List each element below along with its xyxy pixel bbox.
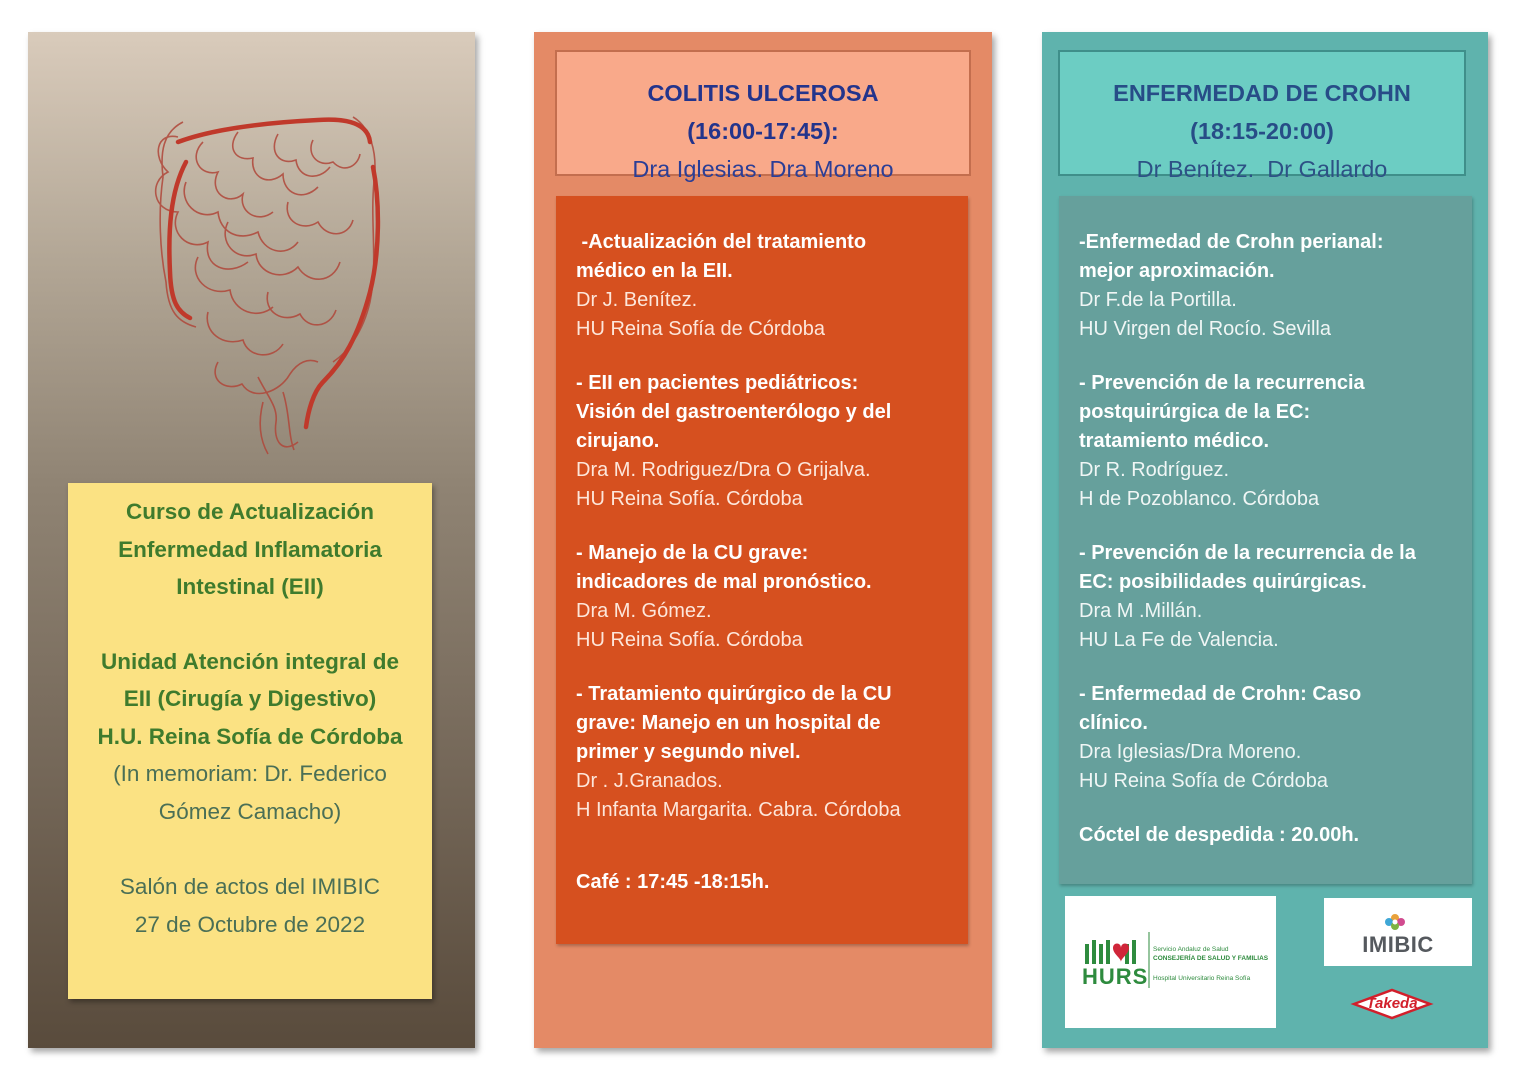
hurs-wordmark: HURS: [1082, 964, 1149, 989]
talk-speaker: Dra M. Gómez.: [576, 600, 712, 622]
hurs-logo: [1065, 896, 1276, 1028]
unit-line: EII (Cirugía y Digestivo): [123, 686, 377, 711]
session-moderators: Dra Iglesias. Dra Moreno: [632, 156, 894, 182]
venue-info: [68, 868, 432, 943]
talk-center: HU Reina Sofía. Córdoba: [576, 488, 803, 510]
talk-center: HU Reina Sofía de Córdoba: [576, 318, 826, 340]
hurs-line-2: CONSEJERÍA DE SALUD Y FAMILIAS: [1153, 955, 1269, 962]
organizer-unit: [68, 643, 432, 831]
middle-panel: [534, 32, 992, 1048]
hurs-emblem-icon: [1065, 896, 1276, 1028]
talk-title: tratamiento médico.: [1079, 430, 1270, 452]
talk-item: [1079, 680, 1466, 796]
course-title-line: Enfermedad Inflamatoria: [118, 536, 382, 562]
imibic-wordmark: IMIBIC: [1362, 932, 1434, 957]
venue: Salón de actos del IMIBIC: [119, 874, 381, 899]
takeda-logo: [1350, 988, 1434, 1020]
ulcerative-colitis-program: [556, 196, 968, 944]
hurs-line-3: Hospital Universitario Reina Sofía: [1153, 975, 1251, 982]
talk-item: [576, 539, 962, 655]
takeda-wordmark: Takeda: [1366, 995, 1418, 1012]
talk-speaker: Dr F.de la Portilla.: [1079, 289, 1237, 311]
talk-speaker: Dr R. Rodríguez.: [1079, 459, 1230, 481]
talk-item: [576, 228, 962, 344]
talk-title: - Prevención de la recurrencia: [1079, 372, 1365, 394]
coffee-break: Café : 17:45 -18:15h.: [576, 871, 770, 893]
course-title-line: Intestinal (EII): [176, 574, 324, 599]
talk-title: - Manejo de la CU grave:: [576, 542, 809, 564]
course-info-card: [68, 483, 432, 999]
talk-item: [576, 680, 962, 825]
talk-title: clínico.: [1079, 712, 1148, 734]
imibic-logo: [1324, 898, 1472, 966]
talk-center: H Infanta Margarita. Cabra. Córdoba: [576, 799, 901, 821]
talk-center: H de Pozoblanco. Córdoba: [1079, 488, 1320, 510]
talk-speaker: Dra M. Rodriguez/Dra O Grijalva.: [576, 459, 871, 481]
talk-item: [1079, 228, 1466, 344]
session-title: ENFERMEDAD DE CROHN: [1113, 80, 1411, 106]
talk-title: primer y segundo nivel.: [576, 741, 801, 763]
farewell-cocktail: Cóctel de despedida : 20.00h.: [1079, 824, 1360, 846]
memoriam-line: (In memoriam: Dr. Federico: [113, 761, 387, 786]
talk-title: médico en la EII.: [576, 260, 733, 282]
right-panel: [1042, 32, 1488, 1048]
talk-title: - Prevención de la recurrencia de la: [1079, 542, 1416, 564]
talk-title: - EII en pacientes pediátricos:: [576, 372, 859, 394]
session-time: (16:00-17:45):: [687, 118, 839, 144]
hurs-line-1: Servicio Andaluz de Salud: [1153, 946, 1229, 953]
talk-title: grave: Manejo en un hospital de: [576, 712, 881, 734]
talk-title: - Enfermedad de Crohn: Caso: [1079, 683, 1362, 705]
crohn-disease-header: [1058, 50, 1466, 182]
memoriam-line: Gómez Camacho): [158, 798, 342, 824]
intestine-illustration: [108, 62, 408, 462]
talk-item: [576, 369, 962, 514]
left-panel: [28, 32, 475, 1048]
talk-title: EC: posibilidades quirúrgicas.: [1079, 571, 1367, 593]
talk-title: Visión del gastroenterólogo y del: [576, 401, 892, 423]
talk-center: HU Virgen del Rocío. Sevilla: [1079, 318, 1331, 340]
talk-item: [1079, 539, 1466, 655]
unit-line: H.U. Reina Sofía de Córdoba: [97, 723, 403, 749]
talk-title: cirujano.: [576, 430, 660, 452]
talk-title: - Tratamiento quirúrgico de la CU: [576, 683, 892, 705]
ulcerative-colitis-header: [555, 50, 971, 182]
session-moderators: Dr Benítez. Dr Gallardo: [1136, 156, 1388, 182]
talk-title: -Actualización del tratamiento: [576, 231, 867, 253]
talk-speaker: Dr . J.Granados.: [576, 770, 723, 792]
talk-speaker: Dr J. Benítez.: [576, 289, 698, 311]
talk-item: [1079, 369, 1466, 514]
talk-speaker: Dra M .Millán.: [1079, 600, 1203, 622]
talk-center: HU Reina Sofía de Córdoba: [1079, 770, 1329, 792]
talk-title: -Enfermedad de Crohn perianal:: [1079, 231, 1384, 253]
talk-center: HU La Fe de Valencia.: [1079, 629, 1279, 651]
talk-center: HU Reina Sofía. Córdoba: [576, 629, 803, 651]
course-title: [68, 493, 432, 606]
session-title: COLITIS ULCEROSA: [647, 80, 879, 106]
talk-title: postquirúrgica de la EC:: [1079, 401, 1311, 423]
event-date: 27 de Octubre de 2022: [134, 911, 366, 937]
talk-title: mejor aproximación.: [1079, 260, 1275, 282]
course-title-line: Curso de Actualización: [126, 499, 374, 524]
session-time: (18:15-20:00): [1190, 118, 1334, 144]
talk-speaker: Dra Iglesias/Dra Moreno.: [1079, 741, 1302, 763]
crohn-disease-program: [1059, 196, 1472, 884]
unit-line: Unidad Atención integral de: [101, 648, 399, 674]
talk-title: indicadores de mal pronóstico.: [576, 571, 872, 593]
